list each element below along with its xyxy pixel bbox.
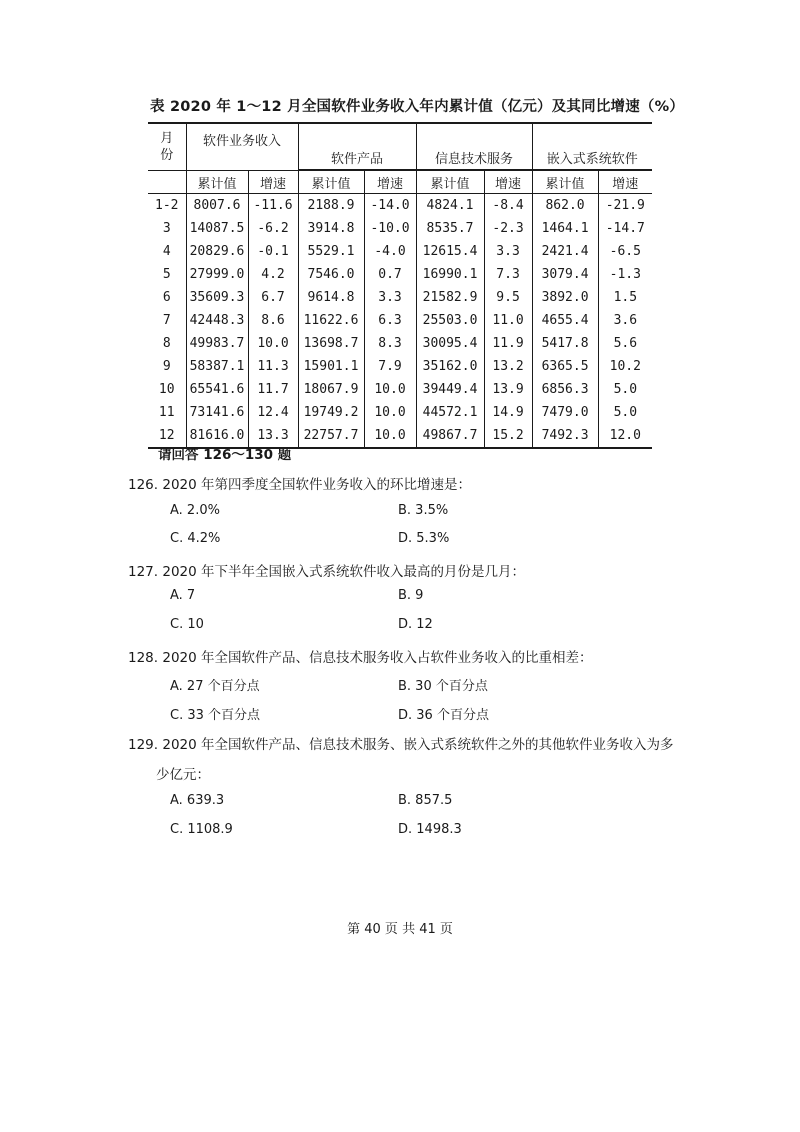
table-row (148, 378, 652, 401)
group-product-header: 软件产品 (298, 123, 416, 169)
cell-total-cum: 81616.0 (186, 424, 248, 448)
cell-product-cum: 9614.8 (298, 286, 364, 309)
cell-total-cum: 42448.3 (186, 309, 248, 332)
cell-product-cum: 13698.7 (298, 332, 364, 355)
month-subhead-spacer (148, 171, 186, 194)
cell-product-cum: 2188.9 (298, 194, 364, 218)
group-embedded-header: 嵌入式系统软件 (532, 123, 652, 169)
cell-embedded-growth: 10.2 (598, 355, 652, 378)
cell-month: 1-2 (155, 198, 179, 213)
q126-option-b[interactable]: B. 3.5% (398, 503, 449, 518)
cell-total-cum: 27999.0 (186, 263, 248, 286)
cell-total-growth: 11.7 (248, 378, 298, 401)
cell-embedded-growth: 12.0 (598, 424, 652, 448)
cell-it-cum: 39449.4 (416, 378, 484, 401)
cell-embedded-growth: 1.5 (598, 286, 652, 309)
cell-total-growth: 13.3 (248, 424, 298, 448)
cell-month: 3 (162, 221, 171, 236)
cell-total-cum: 65541.6 (186, 378, 248, 401)
table-row (148, 401, 652, 424)
cell-total-cum: 49983.7 (186, 332, 248, 355)
cell-total-growth: 8.6 (248, 309, 298, 332)
cell-embedded-cum: 862.0 (532, 194, 598, 218)
cell-it-cum: 30095.4 (416, 332, 484, 355)
cell-total-cum: 73141.6 (186, 401, 248, 424)
cell-product-growth: 7.9 (364, 355, 416, 378)
table-row (148, 263, 652, 286)
question-126: 126. 2020 年第四季度全国软件业务收入的环比增速是： (128, 477, 471, 493)
page-footer: 第 40 页 共 41 页 (347, 922, 453, 937)
cell-total-growth: -6.2 (248, 217, 298, 240)
q127-option-c[interactable]: C. 10 (170, 617, 204, 632)
cell-total-cum: 20829.6 (186, 240, 248, 263)
group-it-header: 信息技术服务 (416, 123, 532, 169)
table-row (148, 194, 652, 218)
cell-it-cum: 44572.1 (416, 401, 484, 424)
table-row (148, 240, 652, 263)
table-row (148, 286, 652, 309)
table-row (148, 217, 652, 240)
cell-embedded-growth: -6.5 (598, 240, 652, 263)
table-row (148, 309, 652, 332)
cell-product-growth: 0.7 (364, 263, 416, 286)
cell-month: 9 (162, 359, 171, 374)
cell-embedded-growth: -21.9 (598, 194, 652, 218)
cell-product-cum: 22757.7 (298, 424, 364, 448)
cell-product-cum: 7546.0 (298, 263, 364, 286)
cell-product-cum: 5529.1 (298, 240, 364, 263)
cell-it-cum: 16990.1 (416, 263, 484, 286)
question-intro: 请回答 126～130 题 (158, 447, 292, 463)
cell-total-growth: 10.0 (248, 332, 298, 355)
q129-option-b[interactable]: B. 857.5 (398, 793, 453, 808)
cell-it-growth: 15.2 (484, 424, 532, 448)
cell-total-growth: -0.1 (248, 240, 298, 263)
cell-total-cum: 35609.3 (186, 286, 248, 309)
cell-total-growth: 12.4 (248, 401, 298, 424)
cell-embedded-growth: 5.0 (598, 401, 652, 424)
cell-product-cum: 15901.1 (298, 355, 364, 378)
cell-product-growth: 10.0 (364, 401, 416, 424)
cell-product-growth: 6.3 (364, 309, 416, 332)
cell-product-growth: -14.0 (364, 194, 416, 218)
cell-month: 11 (158, 405, 175, 420)
cell-product-growth: -4.0 (364, 240, 416, 263)
cell-it-growth: 3.3 (484, 240, 532, 263)
cell-it-growth: 13.9 (484, 378, 532, 401)
q127-option-d[interactable]: D. 12 (398, 617, 433, 632)
table-row (148, 355, 652, 378)
cell-embedded-cum: 2421.4 (532, 240, 598, 263)
cell-it-growth: 9.5 (484, 286, 532, 309)
cell-embedded-growth: 5.6 (598, 332, 652, 355)
cell-it-growth: 14.9 (484, 401, 532, 424)
col-embedded-cum: 累计值 (532, 171, 598, 194)
table-caption: 表 2020 年 1～12 月全国软件业务收入年内累计值（亿元）及其同比增速（%） (150, 99, 685, 115)
cell-product-cum: 11622.6 (298, 309, 364, 332)
q127-option-b[interactable]: B. 9 (398, 588, 424, 603)
cell-total-growth: -11.6 (248, 194, 298, 218)
cell-product-cum: 3914.8 (298, 217, 364, 240)
cell-product-cum: 19749.2 (298, 401, 364, 424)
cell-product-cum: 18067.9 (298, 378, 364, 401)
q129-option-c[interactable]: C. 1108.9 (170, 822, 233, 837)
cell-it-growth: 13.2 (484, 355, 532, 378)
cell-embedded-cum: 7492.3 (532, 424, 598, 448)
table-body (148, 194, 652, 449)
col-embedded-growth: 增速 (598, 171, 652, 194)
cell-it-cum: 8535.7 (416, 217, 484, 240)
cell-product-growth: 8.3 (364, 332, 416, 355)
q128-option-c[interactable]: C. 33 个百分点 (170, 708, 261, 723)
cell-it-growth: -2.3 (484, 217, 532, 240)
cell-it-growth: -8.4 (484, 194, 532, 218)
cell-embedded-cum: 1464.1 (532, 217, 598, 240)
table-row (148, 332, 652, 355)
cell-embedded-cum: 6365.5 (532, 355, 598, 378)
question-127: 127. 2020 年下半年全国嵌入式系统软件收入最高的月份是几月： (128, 564, 525, 580)
cell-it-cum: 35162.0 (416, 355, 484, 378)
q127-option-a[interactable]: A. 7 (170, 588, 196, 603)
col-product-cum: 累计值 (298, 171, 364, 194)
cell-it-growth: 7.3 (484, 263, 532, 286)
cell-embedded-cum: 3079.4 (532, 263, 598, 286)
cell-total-cum: 14087.5 (186, 217, 248, 240)
q126-option-c[interactable]: C. 4.2% (170, 531, 221, 546)
cell-total-growth: 11.3 (248, 355, 298, 378)
cell-it-growth: 11.9 (484, 332, 532, 355)
cell-month: 6 (162, 290, 171, 305)
col-total-cum: 累计值 (186, 171, 248, 194)
q129-option-a[interactable]: A. 639.3 (170, 793, 225, 808)
cell-it-cum: 4824.1 (416, 194, 484, 218)
cell-total-growth: 6.7 (248, 286, 298, 309)
cell-month: 8 (162, 336, 171, 351)
cell-it-cum: 25503.0 (416, 309, 484, 332)
cell-total-cum: 8007.6 (186, 194, 248, 218)
month-header-label: 月份 (160, 131, 174, 163)
group-total-header: 软件业务收入 (186, 123, 298, 171)
cell-it-growth: 11.0 (484, 309, 532, 332)
cell-embedded-growth: 5.0 (598, 378, 652, 401)
cell-product-growth: 10.0 (364, 378, 416, 401)
cell-it-cum: 21582.9 (416, 286, 484, 309)
cell-it-cum: 49867.7 (416, 424, 484, 448)
q128-option-b[interactable]: B. 30 个百分点 (398, 679, 488, 694)
cell-month: 5 (162, 267, 171, 282)
cell-it-cum: 12615.4 (416, 240, 484, 263)
cell-month: 12 (148, 424, 186, 448)
cell-embedded-growth: 3.6 (598, 309, 652, 332)
cell-product-growth: -10.0 (364, 217, 416, 240)
question-129-line2: 少亿元： (156, 767, 210, 783)
cell-embedded-cum: 5417.8 (532, 332, 598, 355)
col-it-growth: 增速 (484, 171, 532, 194)
q126-option-d[interactable]: D. 5.3% (398, 531, 450, 546)
col-it-cum: 累计值 (416, 171, 484, 194)
revenue-table (148, 122, 652, 449)
cell-embedded-cum: 4655.4 (532, 309, 598, 332)
q126-option-a[interactable]: A. 2.0% (170, 503, 220, 518)
cell-total-cum: 58387.1 (186, 355, 248, 378)
cell-month: 4 (162, 244, 171, 259)
cell-embedded-cum: 3892.0 (532, 286, 598, 309)
cell-embedded-growth: -1.3 (598, 263, 652, 286)
q128-option-d[interactable]: D. 36 个百分点 (398, 708, 489, 723)
q129-option-d[interactable]: D. 1498.3 (398, 822, 462, 837)
col-product-growth: 增速 (364, 171, 416, 194)
cell-product-growth: 10.0 (364, 424, 416, 448)
month-header (148, 123, 186, 171)
q128-option-a[interactable]: A. 27 个百分点 (170, 679, 260, 694)
cell-embedded-cum: 7479.0 (532, 401, 598, 424)
cell-month: 7 (162, 313, 171, 328)
question-129-line1: 129. 2020 年全国软件产品、信息技术服务、嵌入式系统软件之外的其他软件业务收入为多 (128, 737, 674, 753)
cell-total-growth: 4.2 (248, 263, 298, 286)
cell-product-growth: 3.3 (364, 286, 416, 309)
cell-embedded-cum: 6856.3 (532, 378, 598, 401)
cell-embedded-growth: -14.7 (598, 217, 652, 240)
cell-month: 10 (158, 382, 175, 397)
question-128: 128. 2020 年全国软件产品、信息技术服务收入占软件业务收入的比重相差： (128, 650, 593, 666)
col-total-growth: 增速 (248, 171, 298, 194)
